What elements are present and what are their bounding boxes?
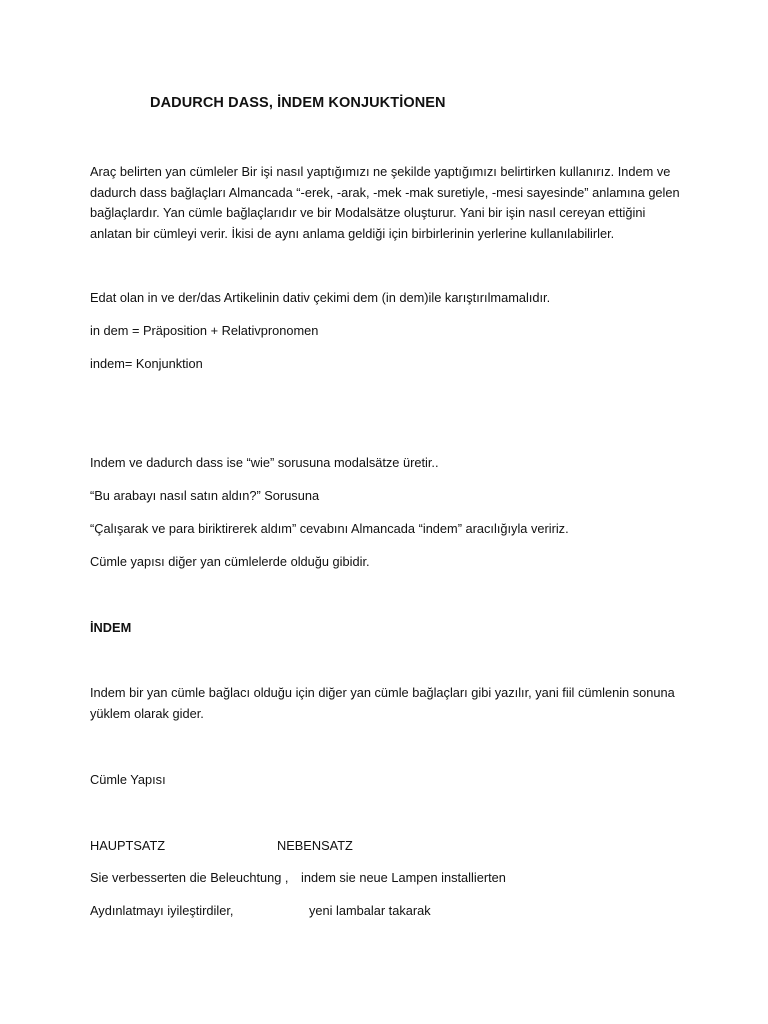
formula-indem: indem= Konjunktion [90,356,203,371]
section-heading-indem: İNDEM [90,620,132,635]
table-header-sub: NEBENSATZ [277,838,353,853]
explain-line-1: Indem ve dadurch dass ise “wie” sorusuna modalsätze üretir.. [90,455,439,470]
explain-line-2: “Bu arabayı nasıl satın aldın?” Sorusuna [90,488,320,503]
intro-paragraph: Araç belirten yan cümleler Bir işi nasıl yaptığımızı ne şekilde yaptığımızı belirtirken kullanırız. Indem ve dadurch dass bağlaçları Almancada “-erek, -arak, -mek -mak suretiyle, -mesi sayesinde” anlamına gelen bağlaçlardır. Yan cümle bağlaçlarıdır ve bir Modalsätze oluşturur. Yani bir işin nasıl cereyan ettiğini anlatan bir cümleyi verir. İkisi de aynı anlama geldiği için birbirlerinin yerlerine kullanılabilirler. [90,164,680,241]
formula-in-dem: in dem = Präposition + Relativpronomen [90,323,319,338]
table-row1-sub: indem sie neue Lampen installierten [301,870,506,885]
table-row2-sub: yeni lambalar takarak [309,903,431,918]
table-row2-main: Aydınlatmayı iyileştirdiler, [90,903,234,918]
note-line: Edat olan in ve der/das Artikelinin dativ çekimi dem (in dem)ile karıştırılmamalıdır. [90,290,551,305]
explain-line-3: “Çalışarak ve para biriktirerek aldım” cevabını Almancada “indem” aracılığıyla veririz. [90,521,569,536]
explain-line-4: Cümle yapısı diğer yan cümlelerde olduğu gibidir. [90,554,370,569]
structure-label: Cümle Yapısı [90,772,166,787]
section-paragraph: Indem bir yan cümle bağlacı olduğu için diğer yan cümle bağlaçları gibi yazılır, yani fiil cümlenin sonuna yüklem olarak gider. [90,685,675,721]
table-row1-main: Sie verbesserten die Beleuchtung , [90,870,289,885]
table-header-main: HAUPTSATZ [90,838,166,853]
document-title: DADURCH DASS, İNDEM KONJUKTİONEN [150,95,446,111]
